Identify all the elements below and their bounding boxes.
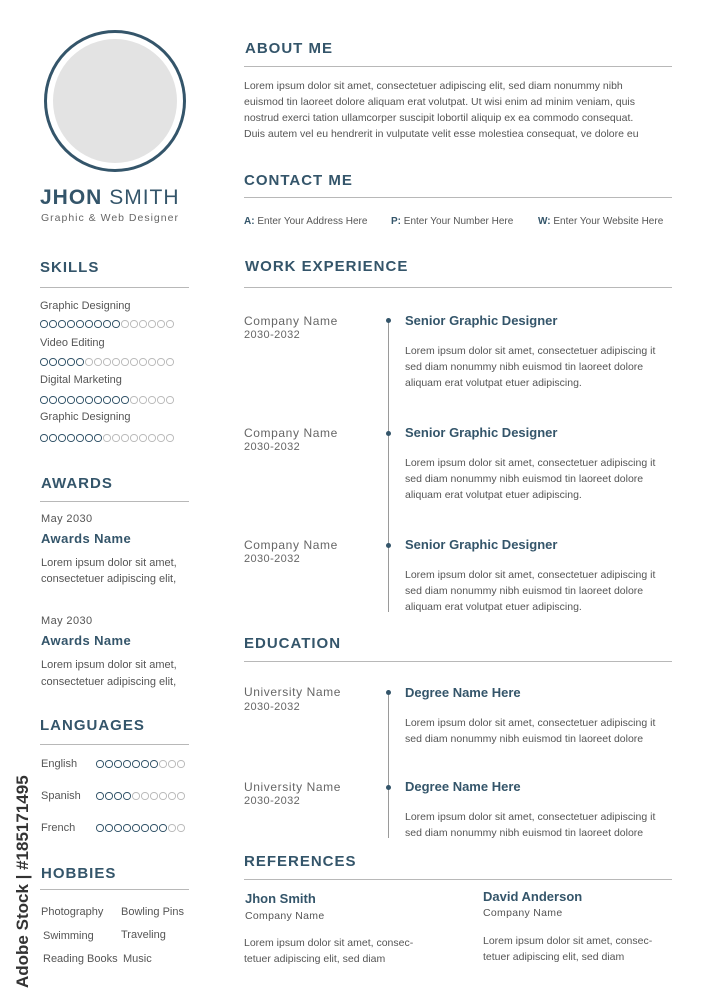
rating-dot-empty [157, 320, 165, 328]
rating-dot-filled [76, 320, 84, 328]
hobby-item: Reading Books [43, 953, 118, 965]
rating-dot-filled [132, 824, 140, 832]
web-label: W: [538, 216, 551, 227]
skill-rating [40, 358, 174, 366]
rating-dot-filled [67, 396, 75, 404]
rating-dot-filled [96, 792, 104, 800]
rating-dot-filled [67, 358, 75, 366]
rating-dot-empty [121, 358, 129, 366]
education-desc-line: Lorem ipsum dolor sit amet, consectetuer adipiscing it [405, 811, 656, 823]
rating-dot-empty [159, 792, 167, 800]
rating-dot-empty [130, 434, 138, 442]
work-company: Company Name [244, 314, 338, 328]
rating-dot-empty [157, 358, 165, 366]
rating-dot-filled [159, 824, 167, 832]
timeline-dot [386, 543, 391, 548]
work-years: 2030-2032 [244, 441, 301, 453]
work-description [405, 567, 655, 615]
work-desc-line: sed diam nonummy nibh euismod tin laoreet dolore [405, 361, 644, 373]
rating-dot-empty [139, 396, 147, 404]
education-desc-line: sed diam nonummy nibh euismod tin laoreet dolore [405, 733, 644, 745]
rating-dot-filled [40, 320, 48, 328]
profile-photo-placeholder [53, 39, 177, 163]
languages-heading: LANGUAGES [40, 717, 145, 734]
education-heading: EDUCATION [244, 635, 342, 652]
reference-company: Company Name [483, 907, 563, 919]
work-timeline [388, 320, 389, 612]
reference-desc-line: tetuer adipiscing elit, sed diam [244, 953, 386, 965]
rating-dot-filled [49, 358, 57, 366]
profile-title: Graphic & Web Designer [41, 212, 179, 224]
rating-dot-empty [112, 434, 120, 442]
language-rating [96, 824, 185, 832]
hobbies-divider [40, 889, 189, 890]
work-desc-line: Lorem ipsum dolor sit amet, consectetuer adipiscing it [405, 457, 656, 469]
rating-dot-empty [177, 792, 185, 800]
rating-dot-empty [121, 320, 129, 328]
rating-dot-empty [132, 792, 140, 800]
rating-dot-filled [67, 434, 75, 442]
skills-heading: SKILLS [40, 259, 100, 276]
last-name: SMITH [109, 186, 180, 209]
rating-dot-empty [166, 320, 174, 328]
rating-dot-filled [58, 434, 66, 442]
about-line: nostrud exerci tation ullamcorper suscipit lobortil aliquip ex ea commodo consequat. [244, 112, 634, 124]
references-heading: REFERENCES [244, 853, 357, 870]
reference-desc-line: tetuer adipiscing elit, sed diam [483, 951, 625, 963]
rating-dot-empty [168, 824, 176, 832]
rating-dot-empty [157, 434, 165, 442]
rating-dot-empty [168, 792, 176, 800]
address-value: Enter Your Address Here [257, 216, 368, 227]
rating-dot-empty [159, 760, 167, 768]
education-divider [244, 661, 672, 662]
hobby-item: Music [123, 953, 152, 965]
rating-dot-filled [114, 824, 122, 832]
work-desc-line: Lorem ipsum dolor sit amet, consectetuer adipiscing it [405, 345, 656, 357]
rating-dot-filled [114, 760, 122, 768]
rating-dot-filled [40, 358, 48, 366]
rating-dot-filled [85, 396, 93, 404]
education-desc-line: Lorem ipsum dolor sit amet, consectetuer adipiscing it [405, 717, 656, 729]
rating-dot-filled [94, 320, 102, 328]
first-name: JHON [40, 186, 103, 209]
work-role: Senior Graphic Designer [405, 313, 558, 328]
language-name: French [41, 822, 76, 834]
rating-dot-empty [168, 760, 176, 768]
award-desc-line: Lorem ipsum dolor sit amet, [41, 659, 177, 671]
awards-heading: AWARDS [41, 475, 113, 492]
rating-dot-empty [148, 396, 156, 404]
rating-dot-filled [40, 396, 48, 404]
rating-dot-filled [150, 824, 158, 832]
rating-dot-empty [139, 358, 147, 366]
address-label: A: [244, 216, 255, 227]
watermark-text: Adobe Stock | #185171495 [13, 775, 32, 988]
rating-dot-empty [150, 792, 158, 800]
work-desc-line: sed diam nonummy nibh euismod tin laoreet dolore [405, 473, 644, 485]
rating-dot-filled [112, 320, 120, 328]
education-desc-line: sed diam nonummy nibh euismod tin laoreet dolore [405, 827, 644, 839]
education-degree: Degree Name Here [405, 779, 521, 794]
rating-dot-empty [130, 396, 138, 404]
education-school: University Name [244, 780, 342, 794]
rating-dot-filled [85, 320, 93, 328]
skill-rating [40, 396, 174, 404]
rating-dot-filled [123, 760, 131, 768]
rating-dot-empty [94, 358, 102, 366]
hobby-item: Photography [41, 906, 104, 918]
education-school: University Name [244, 685, 342, 699]
hobby-item: Bowling Pins [121, 906, 184, 918]
rating-dot-filled [58, 320, 66, 328]
work-heading: WORK EXPERIENCE [245, 258, 409, 275]
contact-divider [244, 197, 672, 198]
skill-name: Graphic Designing [40, 411, 131, 423]
skills-divider [40, 287, 189, 288]
languages-divider [40, 744, 189, 745]
rating-dot-filled [58, 358, 66, 366]
rating-dot-filled [150, 760, 158, 768]
rating-dot-filled [105, 760, 113, 768]
award-desc-line: consectetuer adipiscing elit, [41, 573, 177, 585]
award-date: May 2030 [41, 513, 93, 525]
rating-dot-empty [139, 434, 147, 442]
education-timeline [388, 690, 389, 838]
rating-dot-empty [148, 434, 156, 442]
rating-dot-filled [94, 434, 102, 442]
work-desc-line: Lorem ipsum dolor sit amet, consectetuer adipiscing it [405, 569, 656, 581]
skill-name: Video Editing [40, 337, 105, 349]
rating-dot-filled [96, 824, 104, 832]
work-desc-line: aliquam erat volutpat etuer adipiscing. [405, 489, 582, 501]
rating-dot-filled [96, 760, 104, 768]
rating-dot-empty [112, 358, 120, 366]
rating-dot-empty [148, 320, 156, 328]
award-name: Awards Name [41, 633, 132, 648]
about-divider [244, 66, 672, 67]
rating-dot-filled [141, 824, 149, 832]
rating-dot-filled [103, 320, 111, 328]
language-rating [96, 760, 185, 768]
reference-company: Company Name [245, 910, 325, 922]
timeline-dot [386, 690, 391, 695]
about-line: euismod tin laoreet dolore aliquam erat volutpat. Ut wisi enim ad minim veniam, quis [244, 96, 636, 108]
rating-dot-filled [114, 792, 122, 800]
profile-photo-frame [44, 30, 186, 172]
skill-name: Graphic Designing [40, 300, 131, 312]
language-name: Spanish [41, 790, 81, 802]
rating-dot-filled [132, 760, 140, 768]
work-desc-line: aliquam erat volutpat etuer adipiscing. [405, 601, 582, 613]
rating-dot-filled [49, 320, 57, 328]
contact-row [244, 216, 367, 227]
rating-dot-empty [103, 434, 111, 442]
about-line: Duis autem vel eu hendrerit in vulputate velit esse molestiea consequat, ve dolore eu [244, 128, 639, 140]
award-desc-line: consectetuer adipiscing elit, [41, 676, 177, 688]
work-desc-line: aliquam erat volutpat etuer adipiscing. [405, 377, 582, 389]
education-years: 2030-2032 [244, 701, 301, 713]
awards-divider [40, 501, 189, 502]
rating-dot-empty [166, 396, 174, 404]
award-date: May 2030 [41, 615, 93, 627]
rating-dot-filled [49, 434, 57, 442]
rating-dot-filled [112, 396, 120, 404]
work-description [405, 343, 655, 391]
reference-name: David Anderson [483, 889, 583, 904]
award-name: Awards Name [41, 531, 132, 546]
language-rating [96, 792, 185, 800]
phone-value: Enter Your Number Here [403, 216, 514, 227]
rating-dot-filled [49, 396, 57, 404]
rating-dot-empty [103, 358, 111, 366]
hobbies-heading: HOBBIES [41, 865, 117, 882]
reference-desc-line: Lorem ipsum dolor sit amet, consec- [483, 935, 653, 947]
rating-dot-filled [94, 396, 102, 404]
award-desc-line: Lorem ipsum dolor sit amet, [41, 557, 177, 569]
about-text [244, 78, 684, 142]
contact-row [538, 216, 663, 227]
contact-heading: CONTACT ME [244, 172, 353, 189]
timeline-dot [386, 318, 391, 323]
rating-dot-filled [76, 358, 84, 366]
work-desc-line: sed diam nonummy nibh euismod tin laoreet dolore [405, 585, 644, 597]
rating-dot-empty [148, 358, 156, 366]
phone-label: P: [391, 216, 401, 227]
rating-dot-empty [130, 320, 138, 328]
rating-dot-filled [123, 824, 131, 832]
timeline-dot [386, 785, 391, 790]
rating-dot-filled [67, 320, 75, 328]
hobby-item: Traveling [121, 929, 166, 941]
work-company: Company Name [244, 426, 338, 440]
rating-dot-empty [177, 824, 185, 832]
rating-dot-filled [76, 434, 84, 442]
rating-dot-filled [40, 434, 48, 442]
timeline-dot [386, 431, 391, 436]
rating-dot-empty [177, 760, 185, 768]
about-heading: ABOUT ME [245, 40, 333, 57]
work-years: 2030-2032 [244, 553, 301, 565]
education-description [405, 809, 655, 841]
rating-dot-filled [58, 396, 66, 404]
profile-name [40, 186, 180, 210]
work-years: 2030-2032 [244, 329, 301, 341]
rating-dot-empty [166, 358, 174, 366]
rating-dot-filled [76, 396, 84, 404]
references-divider [244, 879, 672, 880]
rating-dot-filled [103, 396, 111, 404]
rating-dot-empty [141, 792, 149, 800]
web-value: Enter Your Website Here [553, 216, 664, 227]
language-name: English [41, 758, 78, 770]
rating-dot-filled [141, 760, 149, 768]
rating-dot-filled [105, 824, 113, 832]
rating-dot-empty [157, 396, 165, 404]
education-degree: Degree Name Here [405, 685, 521, 700]
contact-row [391, 216, 513, 227]
rating-dot-empty [121, 434, 129, 442]
rating-dot-filled [85, 434, 93, 442]
skill-rating [40, 320, 174, 328]
rating-dot-filled [121, 396, 129, 404]
work-description [405, 455, 655, 503]
rating-dot-filled [105, 792, 113, 800]
watermark [6, 760, 36, 990]
rating-dot-empty [85, 358, 93, 366]
rating-dot-filled [123, 792, 131, 800]
rating-dot-empty [166, 434, 174, 442]
skill-rating [40, 434, 174, 442]
reference-desc-line: Lorem ipsum dolor sit amet, consec- [244, 937, 414, 949]
reference-name: Jhon Smith [245, 891, 316, 906]
skill-name: Digital Marketing [40, 374, 122, 386]
rating-dot-empty [139, 320, 147, 328]
education-description [405, 715, 655, 747]
education-years: 2030-2032 [244, 795, 301, 807]
work-role: Senior Graphic Designer [405, 537, 558, 552]
work-company: Company Name [244, 538, 338, 552]
about-line: Lorem ipsum dolor sit amet, consectetuer adipiscing elit, sed diam nonummy nibh [244, 80, 623, 92]
rating-dot-empty [130, 358, 138, 366]
work-role: Senior Graphic Designer [405, 425, 558, 440]
work-divider [244, 287, 672, 288]
hobby-item: Swimming [43, 930, 94, 942]
